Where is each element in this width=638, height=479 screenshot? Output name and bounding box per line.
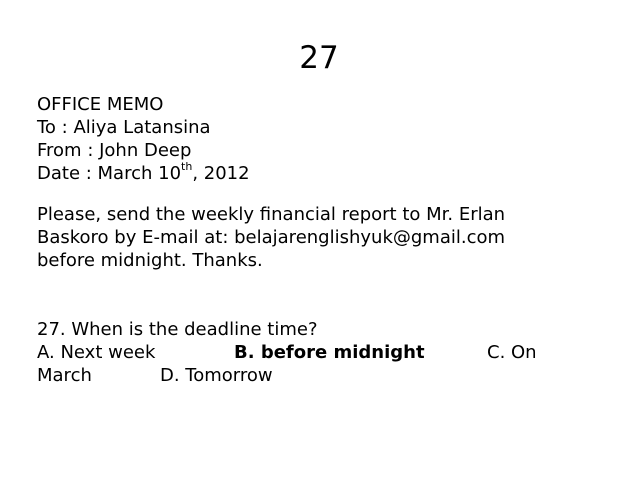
memo-message-line: before midnight. Thanks.: [37, 250, 263, 271]
option-c: C. On: [487, 342, 537, 363]
memo-from: From : John Deep: [37, 140, 192, 161]
option-a: A. Next week: [37, 342, 156, 363]
quiz-question: [37, 318, 627, 387]
memo-date-superscript: th: [181, 160, 193, 173]
options-row: [37, 341, 627, 364]
options-row: [37, 364, 627, 387]
option-d: D. Tomorrow: [160, 365, 273, 386]
memo-date-prefix: Date : March 10: [37, 163, 182, 184]
memo-message-line: Please, send the weekly financial report to Mr. Erlan: [37, 204, 506, 225]
memo-message: [37, 203, 627, 272]
memo-to: To : Aliya Latansina: [37, 117, 211, 138]
slide-number-title: 27: [299, 40, 339, 76]
memo-header: [37, 93, 627, 185]
option-b-correct-answer: B. before midnight: [234, 342, 425, 363]
memo-message-line: Baskoro by E-mail at: belajarenglishyuk@gmail.com: [37, 227, 506, 248]
memo-date: [37, 162, 627, 185]
memo-heading: OFFICE MEMO: [37, 94, 164, 115]
option-c-continued: March: [37, 365, 92, 386]
question-text: 27. When is the deadline time?: [37, 319, 318, 340]
memo-date-suffix: , 2012: [192, 163, 250, 184]
